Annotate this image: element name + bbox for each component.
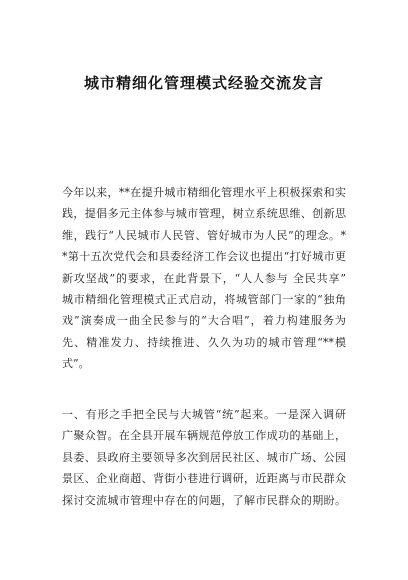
text-line: 戏”演奏成一曲全民参与的“大合唱”，着力构建服务为	[62, 314, 346, 328]
document-title: 城市精细化管理模式经验交流发言	[83, 74, 324, 92]
text-line: 践，提倡多元主体参与城市管理，树立系统思维、创新思	[62, 207, 346, 221]
text-line: 维，践行“人民城市人民管、管好城市为人民”的理念。*	[62, 228, 346, 242]
text-line: 今年以来，**在提升城市精细化管理水平上积极探索和实	[62, 186, 346, 199]
text-line: 先、精准发力、持续推进、久久为功的城市管理“**模	[62, 335, 346, 349]
text-line: 城市精细化管理模式正式启动，将城管部门一家的“独角	[62, 293, 346, 307]
paragraph-section-one	[62, 404, 346, 511]
text-line: 广聚众智。在全县开展车辆规范停放工作成功的基础上，	[62, 429, 346, 443]
text-line: 新攻坚战”的要求，在此背景下，“人人参与 全民共享”	[62, 271, 346, 285]
text-line: 式”。	[62, 357, 90, 371]
text-line: *第十五次党代会和县委经济工作会议也提出“打好城市更	[62, 250, 346, 264]
text-line: 景区、企业商超、背街小巷进行调研，近距离与市民群众	[62, 472, 346, 486]
text-line: 探讨交流城市管理中存在的问题，了解市民群众的期盼。	[62, 493, 346, 507]
text-line: 一、有形之手把全民与大城管“统”起来。一是深入调研	[62, 408, 346, 421]
text-line: 县委、县政府主要领导多次到居民社区、城市广场、公园	[62, 450, 346, 464]
paragraph-intro	[62, 182, 346, 375]
